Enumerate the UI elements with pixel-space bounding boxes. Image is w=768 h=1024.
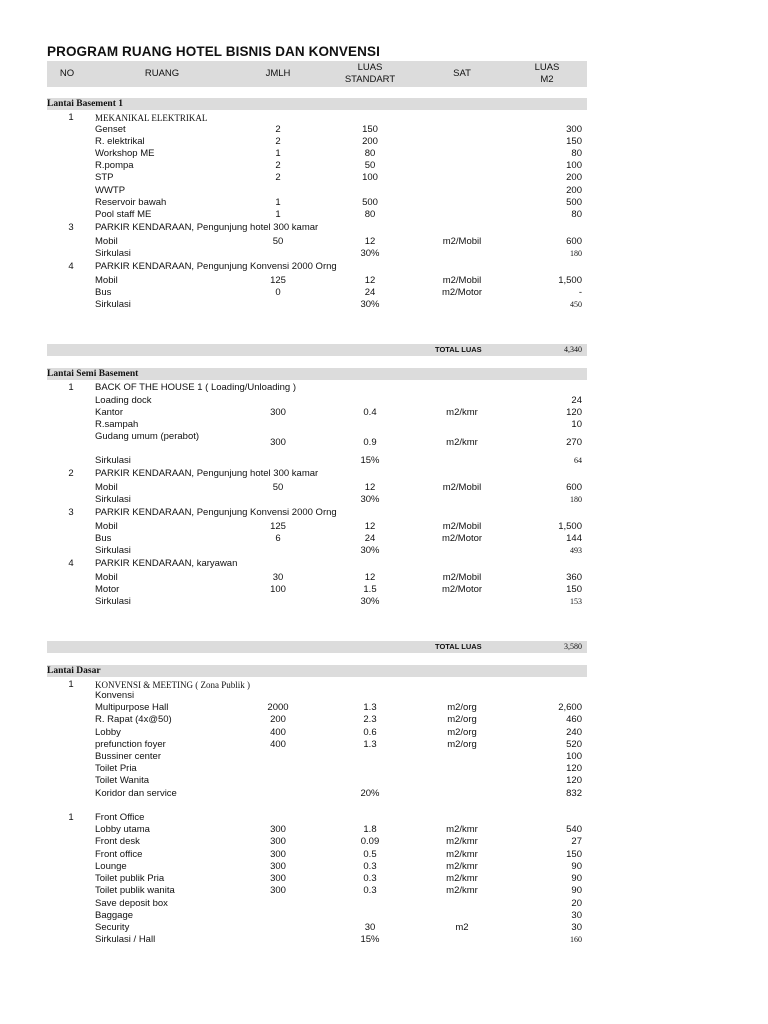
cell-ruang: R.sampah (95, 419, 139, 430)
cell-luas-standart: 1.3 (363, 702, 377, 713)
cell-luas-standart: 24 (364, 287, 376, 298)
cell-jmlh: 300 (270, 437, 286, 448)
cell-ruang: Genset (95, 124, 126, 135)
cell-sat: m2 (455, 922, 469, 933)
cell-jmlh: 100 (270, 584, 286, 595)
page-title: PROGRAM RUANG HOTEL BISNIS DAN KONVENSI (47, 44, 380, 59)
table-row (47, 482, 587, 494)
cell-jmlh: 300 (270, 873, 286, 884)
table-row (47, 437, 587, 449)
cell-luas-m2: 180 (570, 249, 582, 258)
table-row (47, 185, 587, 197)
table-row (47, 112, 587, 124)
cell-ruang: Pool staff ME (95, 209, 152, 220)
header-luas-m2 (527, 62, 567, 86)
cell-jmlh: 30 (272, 572, 284, 583)
cell-ruang: Baggage (95, 910, 134, 921)
cell-luas-standart: 30% (360, 299, 380, 310)
cell-ruang: Front office (95, 849, 143, 860)
table-row (47, 287, 587, 299)
cell-no: 1 (68, 382, 74, 393)
cell-ruang: Toilet publik wanita (95, 885, 175, 896)
cell-ruang: Mobil (95, 482, 118, 493)
cell-luas-m2: 24 (571, 395, 582, 406)
cell-sat: m2/kmr (446, 824, 478, 835)
cell-jmlh: 300 (270, 849, 286, 860)
cell-luas-m2: 180 (570, 495, 582, 504)
cell-sat: m2/kmr (446, 885, 478, 896)
cell-luas-standart: 500 (362, 197, 378, 208)
table-row (47, 468, 587, 480)
header-luas-m2-line1: LUAS (534, 62, 560, 73)
cell-luas-standart: 1.8 (363, 824, 377, 835)
table-row (47, 236, 587, 248)
table-row (47, 124, 587, 136)
cell-sat: m2/Mobil (442, 572, 482, 583)
cell-ruang: Gudang umum (perabot) (95, 431, 200, 442)
cell-jmlh: 125 (270, 521, 286, 532)
cell-luas-m2: 460 (566, 714, 582, 725)
table-row (47, 209, 587, 221)
cell-jmlh: 2 (275, 136, 281, 147)
cell-ruang: Lounge (95, 861, 127, 872)
cell-jmlh: 50 (272, 236, 284, 247)
cell-jmlh: 1 (275, 197, 281, 208)
cell-jmlh: 2 (275, 160, 281, 171)
cell-jmlh: 2000 (267, 702, 289, 713)
cell-luas-m2: 450 (570, 300, 582, 309)
cell-luas-standart: 24 (364, 533, 376, 544)
table-row (47, 572, 587, 584)
cell-sat: m2/org (447, 714, 477, 725)
table-row (47, 690, 587, 702)
cell-luas-m2: 120 (566, 763, 582, 774)
cell-ruang: KONVENSI & MEETING ( Zona Publik ) (95, 680, 250, 690)
cell-luas-standart: 30% (360, 545, 380, 556)
cell-luas-m2: 540 (566, 824, 582, 835)
cell-luas-m2: 100 (566, 160, 582, 171)
cell-luas-m2: 500 (566, 197, 582, 208)
cell-luas-standart: 30% (360, 596, 380, 607)
cell-sat: m2/Motor (441, 287, 483, 298)
table-row (47, 172, 587, 184)
cell-ruang: Save deposit box (95, 898, 168, 909)
table-row (47, 849, 587, 861)
cell-luas-m2: 360 (566, 572, 582, 583)
cell-ruang: BACK OF THE HOUSE 1 ( Loading/Unloading ) (95, 382, 296, 393)
cell-luas-standart: 0.9 (363, 437, 377, 448)
section-title: Lantai Basement 1 (47, 99, 123, 109)
cell-sat: m2/org (447, 727, 477, 738)
header-sat: SAT (453, 68, 471, 79)
table-row (47, 824, 587, 836)
cell-sat: m2/kmr (446, 836, 478, 847)
cell-luas-standart: 80 (364, 209, 376, 220)
cell-luas-standart: 0.6 (363, 727, 377, 738)
cell-ruang: PARKIR KENDARAAN, Pengunjung hotel 300 kamar (95, 468, 319, 479)
cell-no: 1 (68, 679, 74, 690)
cell-luas-m2: 30 (571, 910, 582, 921)
table-row (47, 545, 587, 557)
header-jmlh: JMLH (265, 68, 291, 79)
table-row (47, 222, 587, 234)
header-no: NO (59, 68, 75, 79)
cell-ruang: Kantor (95, 407, 123, 418)
cell-sat: m2/kmr (446, 861, 478, 872)
cell-luas-m2: 1,500 (558, 275, 582, 286)
table-row (47, 922, 587, 934)
cell-ruang: MEKANIKAL ELEKTRIKAL (95, 113, 208, 123)
cell-luas-standart: 15% (360, 934, 380, 945)
header-luas-standart-line1: LUAS (357, 62, 383, 73)
cell-ruang: Sirkulasi (95, 248, 131, 259)
total-row (47, 344, 587, 356)
cell-jmlh: 300 (270, 824, 286, 835)
table-row (47, 861, 587, 873)
cell-luas-m2: 27 (571, 836, 582, 847)
cell-luas-m2: 100 (566, 751, 582, 762)
cell-luas-m2: 270 (566, 437, 582, 448)
section-title: Lantai Semi Basement (47, 369, 139, 379)
table-row (47, 812, 587, 824)
cell-luas-standart: 0.3 (363, 885, 377, 896)
cell-luas-m2: 2,600 (558, 702, 582, 713)
cell-luas-m2: 80 (571, 148, 582, 159)
cell-luas-standart: 2.3 (363, 714, 377, 725)
cell-luas-m2: 144 (566, 533, 582, 544)
table-row (47, 584, 587, 596)
cell-ruang: R. elektrikal (95, 136, 145, 147)
cell-no: 4 (68, 261, 74, 272)
cell-ruang: R.pompa (95, 160, 134, 171)
cell-sat: m2/kmr (446, 437, 478, 448)
table-row (47, 751, 587, 763)
cell-jmlh: 50 (272, 482, 284, 493)
cell-luas-m2: 600 (566, 482, 582, 493)
table-row (47, 261, 587, 273)
cell-jmlh: 6 (275, 533, 281, 544)
cell-ruang: PARKIR KENDARAAN, Pengunjung Konvensi 2000 Orng (95, 261, 337, 272)
table-row (47, 714, 587, 726)
cell-ruang: WWTP (95, 185, 126, 196)
cell-no: 2 (68, 468, 74, 479)
cell-sat: m2/kmr (446, 873, 478, 884)
cell-luas-m2: 1,500 (558, 521, 582, 532)
cell-luas-standart: 0.4 (363, 407, 377, 418)
header-luas-m2-line2: M2 (540, 74, 554, 85)
table-row (47, 533, 587, 545)
cell-ruang: Sirkulasi (95, 299, 131, 310)
table-row (47, 160, 587, 172)
cell-no: 3 (68, 222, 74, 233)
cell-luas-m2: 240 (566, 727, 582, 738)
table-row (47, 898, 587, 910)
cell-ruang: prefunction foyer (95, 739, 166, 750)
table-row (47, 873, 587, 885)
cell-ruang: Reservoir bawah (95, 197, 167, 208)
cell-luas-standart: 20% (360, 788, 380, 799)
cell-luas-standart: 30% (360, 248, 380, 259)
cell-ruang: Sirkulasi (95, 494, 131, 505)
cell-luas-standart: 80 (364, 148, 376, 159)
table-header (47, 61, 587, 87)
cell-luas-m2: 520 (566, 739, 582, 750)
cell-ruang: Koridor dan service (95, 788, 177, 799)
cell-ruang: Loading dock (95, 395, 152, 406)
cell-sat: m2/kmr (446, 407, 478, 418)
cell-luas-m2: - (578, 287, 582, 298)
table-row (47, 136, 587, 148)
cell-luas-standart: 12 (364, 236, 376, 247)
cell-luas-m2: 200 (566, 185, 582, 196)
cell-jmlh: 2 (275, 172, 281, 183)
table-row (47, 455, 587, 467)
cell-ruang: Toilet Wanita (95, 775, 150, 786)
cell-luas-m2: 90 (571, 861, 582, 872)
cell-luas-standart: 30% (360, 494, 380, 505)
table-row (47, 248, 587, 260)
cell-ruang: Motor (95, 584, 120, 595)
cell-jmlh: 1 (275, 209, 281, 220)
section-header (47, 665, 587, 677)
cell-ruang: Mobil (95, 275, 118, 286)
cell-sat: m2/Mobil (442, 236, 482, 247)
cell-luas-standart: 200 (362, 136, 378, 147)
cell-ruang: Bussiner center (95, 751, 162, 762)
cell-ruang: Toilet Pria (95, 763, 137, 774)
cell-luas-m2: 80 (571, 209, 582, 220)
table-row (47, 596, 587, 608)
cell-luas-standart: 0.09 (360, 836, 380, 847)
cell-luas-m2: 150 (566, 849, 582, 860)
cell-ruang: Sirkulasi (95, 545, 131, 556)
cell-ruang: R. Rapat (4x@50) (95, 714, 172, 725)
total-row (47, 641, 587, 653)
total-value: 4,340 (564, 345, 582, 354)
cell-ruang: Workshop ME (95, 148, 155, 159)
cell-no: 1 (68, 812, 74, 823)
cell-no: 1 (68, 112, 74, 123)
cell-ruang: Front desk (95, 836, 140, 847)
table-row (47, 934, 587, 946)
cell-luas-standart: 1.3 (363, 739, 377, 750)
cell-sat: m2/kmr (446, 849, 478, 860)
cell-ruang: Sirkulasi (95, 455, 131, 466)
cell-luas-m2: 20 (571, 898, 582, 909)
cell-ruang: Front Office (95, 812, 145, 823)
table-row (47, 775, 587, 787)
cell-sat: m2/Motor (441, 584, 483, 595)
cell-ruang: Bus (95, 533, 112, 544)
cell-ruang: Mobil (95, 521, 118, 532)
cell-jmlh: 300 (270, 836, 286, 847)
table-row (47, 910, 587, 922)
table-row (47, 702, 587, 714)
cell-jmlh: 300 (270, 407, 286, 418)
cell-luas-standart: 12 (364, 572, 376, 583)
cell-no: 4 (68, 558, 74, 569)
total-label: TOTAL LUAS (435, 345, 482, 354)
cell-ruang: Toilet publik Pria (95, 873, 165, 884)
cell-luas-m2: 120 (566, 775, 582, 786)
section-title: Lantai Dasar (47, 666, 101, 676)
cell-luas-m2: 300 (566, 124, 582, 135)
table-row (47, 739, 587, 751)
header-ruang: RUANG (144, 68, 180, 79)
cell-ruang: Bus (95, 287, 112, 298)
cell-luas-m2: 90 (571, 885, 582, 896)
table-row (47, 507, 587, 519)
cell-ruang: STP (95, 172, 114, 183)
cell-sat: m2/Mobil (442, 482, 482, 493)
cell-luas-standart: 150 (362, 124, 378, 135)
total-label: TOTAL LUAS (435, 642, 482, 651)
header-luas-standart-line2: STANDART (344, 74, 396, 85)
table-row (47, 275, 587, 287)
section-header (47, 98, 587, 110)
header-luas-standart (335, 62, 405, 86)
cell-sat: m2/org (447, 739, 477, 750)
cell-luas-m2: 150 (566, 136, 582, 147)
cell-luas-standart: 1.5 (363, 584, 377, 595)
cell-luas-m2: 493 (570, 546, 582, 555)
cell-luas-m2: 10 (571, 419, 582, 430)
table-row (47, 885, 587, 897)
cell-ruang: Security (95, 922, 130, 933)
table-row (47, 763, 587, 775)
cell-luas-m2: 30 (571, 922, 582, 933)
cell-ruang: Konvensi (95, 690, 135, 701)
table-row (47, 419, 587, 431)
cell-ruang: Lobby (95, 727, 121, 738)
total-value: 3,580 (564, 642, 582, 651)
cell-jmlh: 200 (270, 714, 286, 725)
cell-luas-m2: 600 (566, 236, 582, 247)
cell-sat: m2/org (447, 702, 477, 713)
table-row (47, 788, 587, 800)
cell-sat: m2/Mobil (442, 275, 482, 286)
cell-luas-standart: 12 (364, 482, 376, 493)
table-row (47, 299, 587, 311)
cell-luas-m2: 160 (570, 935, 582, 944)
cell-jmlh: 400 (270, 727, 286, 738)
cell-luas-standart: 30 (364, 922, 376, 933)
cell-sat: m2/Mobil (442, 521, 482, 532)
cell-luas-standart: 15% (360, 455, 380, 466)
cell-jmlh: 125 (270, 275, 286, 286)
cell-luas-m2: 120 (566, 407, 582, 418)
cell-ruang: PARKIR KENDARAAN, karyawan (95, 558, 238, 569)
table-row (47, 395, 587, 407)
cell-jmlh: 300 (270, 861, 286, 872)
cell-ruang: Sirkulasi / Hall (95, 934, 156, 945)
cell-jmlh: 2 (275, 124, 281, 135)
cell-jmlh: 1 (275, 148, 281, 159)
table-row (47, 727, 587, 739)
cell-ruang: PARKIR KENDARAAN, Pengunjung Konvensi 2000 Orng (95, 507, 337, 518)
cell-ruang: Mobil (95, 572, 118, 583)
cell-ruang: Sirkulasi (95, 596, 131, 607)
table-row (47, 521, 587, 533)
cell-luas-standart: 0.5 (363, 849, 377, 860)
cell-luas-standart: 0.3 (363, 861, 377, 872)
table-row (47, 382, 587, 394)
cell-ruang: PARKIR KENDARAAN, Pengunjung hotel 300 kamar (95, 222, 319, 233)
table-row (47, 494, 587, 506)
table-row (47, 407, 587, 419)
cell-no: 3 (68, 507, 74, 518)
section-header (47, 368, 587, 380)
cell-ruang: Mobil (95, 236, 118, 247)
cell-jmlh: 400 (270, 739, 286, 750)
cell-luas-m2: 64 (574, 456, 582, 465)
cell-sat: m2/Motor (441, 533, 483, 544)
cell-jmlh: 0 (275, 287, 281, 298)
cell-ruang: Multipurpose Hall (95, 702, 169, 713)
cell-luas-m2: 150 (566, 584, 582, 595)
table-row (47, 148, 587, 160)
cell-luas-m2: 832 (566, 788, 582, 799)
cell-luas-standart: 12 (364, 521, 376, 532)
cell-luas-standart: 50 (364, 160, 376, 171)
cell-ruang: Lobby utama (95, 824, 150, 835)
cell-luas-m2: 90 (571, 873, 582, 884)
cell-luas-standart: 0.3 (363, 873, 377, 884)
cell-luas-m2: 200 (566, 172, 582, 183)
table-row (47, 836, 587, 848)
cell-luas-m2: 153 (570, 597, 582, 606)
cell-luas-standart: 12 (364, 275, 376, 286)
cell-jmlh: 300 (270, 885, 286, 896)
table-row (47, 197, 587, 209)
table-row (47, 558, 587, 570)
cell-luas-standart: 100 (362, 172, 378, 183)
